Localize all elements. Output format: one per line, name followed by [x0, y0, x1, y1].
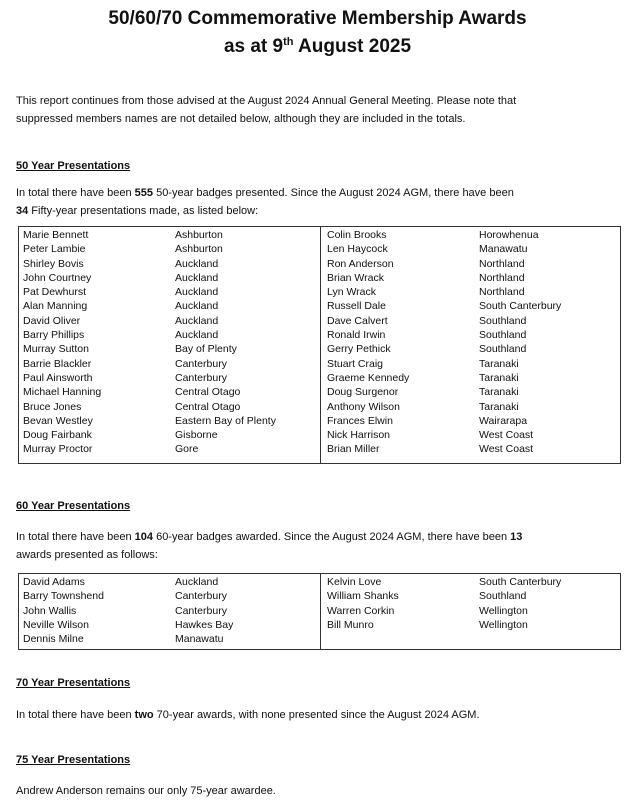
member-name: Marie Bennett [23, 229, 89, 241]
member-region: Southland [479, 590, 527, 603]
member-region: Canterbury [175, 590, 227, 603]
regions-column-right [479, 228, 561, 457]
names-column-right [327, 228, 409, 457]
names-column-right [327, 575, 399, 632]
section-50-table [18, 226, 621, 464]
member-name: Bevan Westley [23, 414, 93, 427]
member-region: Auckland [175, 257, 219, 270]
member-region: Auckland [175, 271, 219, 284]
member-name: John Wallis [23, 604, 77, 617]
member-region: Hawkes Bay [175, 618, 234, 631]
member-region: Wellington [479, 604, 528, 617]
member-region: Gisborne [175, 429, 218, 442]
regions-column-right [479, 575, 561, 632]
member-region: Auckland [175, 300, 219, 313]
member-region: Auckland [175, 576, 219, 588]
member-name: Warren Corkin [327, 604, 395, 617]
member-name: David Oliver [23, 314, 81, 327]
member-region: Taranaki [479, 371, 519, 384]
regions-column-left [175, 575, 233, 646]
member-name: Gerry Pethick [327, 343, 391, 356]
member-region: Canterbury [175, 371, 227, 384]
member-region: Southland [479, 343, 527, 356]
member-region: Southland [479, 314, 527, 327]
section-60-table [18, 573, 621, 650]
member-name: Nick Harrison [327, 429, 391, 442]
member-region: Central Otago [175, 400, 241, 413]
member-region: Taranaki [479, 357, 519, 370]
member-region: Ashburton [175, 229, 223, 241]
member-region: Bay of Plenty [175, 343, 237, 356]
member-name: Colin Brooks [327, 229, 387, 241]
document-title-line2: as at 9th August 2025 [223, 36, 412, 57]
member-region: Gore [175, 443, 199, 456]
table-divider [320, 574, 321, 649]
section-70-heading: 70 Year Presentations [16, 677, 131, 689]
member-name: Dave Calvert [327, 314, 388, 327]
member-name: Bruce Jones [23, 400, 82, 413]
member-name: Anthony Wilson [327, 400, 400, 413]
member-name: Graeme Kennedy [327, 371, 410, 384]
member-name: Alan Manning [23, 300, 88, 313]
member-region: Auckland [175, 286, 219, 299]
member-region: West Coast [479, 429, 534, 442]
member-name: John Courtney [23, 271, 92, 284]
member-name: Len Haycock [327, 243, 388, 256]
member-name: Brian Miller [327, 443, 380, 456]
member-region: Wairarapa [479, 414, 528, 427]
member-name: Barry Phillips [23, 329, 85, 342]
regions-column-left [175, 228, 276, 457]
member-region: Horowhenua [479, 229, 539, 241]
member-name: Frances Elwin [327, 414, 393, 427]
member-name: Lyn Wrack [327, 286, 377, 299]
member-region: Northland [479, 286, 525, 299]
member-name: Russell Dale [327, 300, 386, 313]
member-name: Murray Sutton [23, 343, 89, 356]
member-region: Manawatu [175, 633, 224, 646]
member-region: Manawatu [479, 243, 528, 256]
member-region: Auckland [175, 314, 219, 327]
member-name: Barrie Blackler [23, 357, 92, 370]
names-column-left [23, 575, 104, 646]
table-divider [320, 227, 321, 463]
member-name: Kelvin Love [327, 576, 382, 588]
member-name: David Adams [23, 576, 85, 588]
section-50-paragraph: In total there have been 555 50-year badges presented. Since the August 2024 AGM, there have been 34 Fifty-year presentations made, as listed below: [16, 187, 514, 217]
member-name: Brian Wrack [327, 271, 384, 284]
member-name: Doug Surgenor [327, 386, 399, 399]
intro-paragraph: This report continues from those advised at the August 2024 Annual General Meeting. Please note that suppressed members names are not detailed below, although they are included in the totals. [16, 95, 517, 125]
member-region: Taranaki [479, 400, 519, 413]
member-region: Central Otago [175, 386, 241, 399]
member-name: Dennis Milne [23, 633, 84, 646]
member-region: Northland [479, 271, 525, 284]
member-region: Taranaki [479, 386, 519, 399]
names-column-left [23, 228, 101, 457]
section-50-heading: 50 Year Presentations [16, 160, 131, 172]
member-name: Michael Hanning [23, 386, 102, 399]
member-region: Canterbury [175, 604, 227, 617]
member-name: Doug Fairbank [23, 429, 92, 442]
member-name: Ron Anderson [327, 257, 394, 270]
member-name: William Shanks [327, 590, 399, 603]
member-region: Northland [479, 257, 525, 270]
member-name: Murray Proctor [23, 443, 93, 456]
member-region: Canterbury [175, 357, 227, 370]
section-60-heading: 60 Year Presentations [16, 500, 131, 512]
member-region: South Canterbury [479, 576, 562, 588]
member-name: Paul Ainsworth [23, 371, 93, 384]
section-75-heading: 75 Year Presentations [16, 754, 131, 766]
member-name: Ronald Irwin [327, 329, 386, 342]
member-name: Bill Munro [327, 618, 374, 631]
member-region: Eastern Bay of Plenty [175, 414, 276, 427]
member-name: Stuart Craig [327, 357, 384, 370]
member-name: Neville Wilson [23, 618, 89, 631]
section-70-paragraph: In total there have been two 70-year awards, with none presented since the August 2024 AGM. [16, 709, 480, 721]
member-name: Pat Dewhurst [23, 286, 87, 299]
member-region: Ashburton [175, 243, 223, 256]
member-name: Barry Townshend [23, 590, 104, 603]
member-name: Shirley Bovis [23, 257, 84, 270]
section-60-paragraph: In total there have been 104 60-year badges awarded. Since the August 2024 AGM, there have been 13 awards presented as follows: [16, 531, 523, 561]
member-region: Southland [479, 329, 527, 342]
member-region: Wellington [479, 618, 528, 631]
member-name: Peter Lambie [23, 243, 86, 256]
member-region: Auckland [175, 329, 219, 342]
section-75-paragraph: Andrew Anderson remains our only 75-year awardee. [16, 785, 276, 797]
member-region: South Canterbury [479, 300, 562, 313]
member-region: West Coast [479, 443, 534, 456]
document-title-line1: 50/60/70 Commemorative Membership Awards [108, 8, 527, 29]
